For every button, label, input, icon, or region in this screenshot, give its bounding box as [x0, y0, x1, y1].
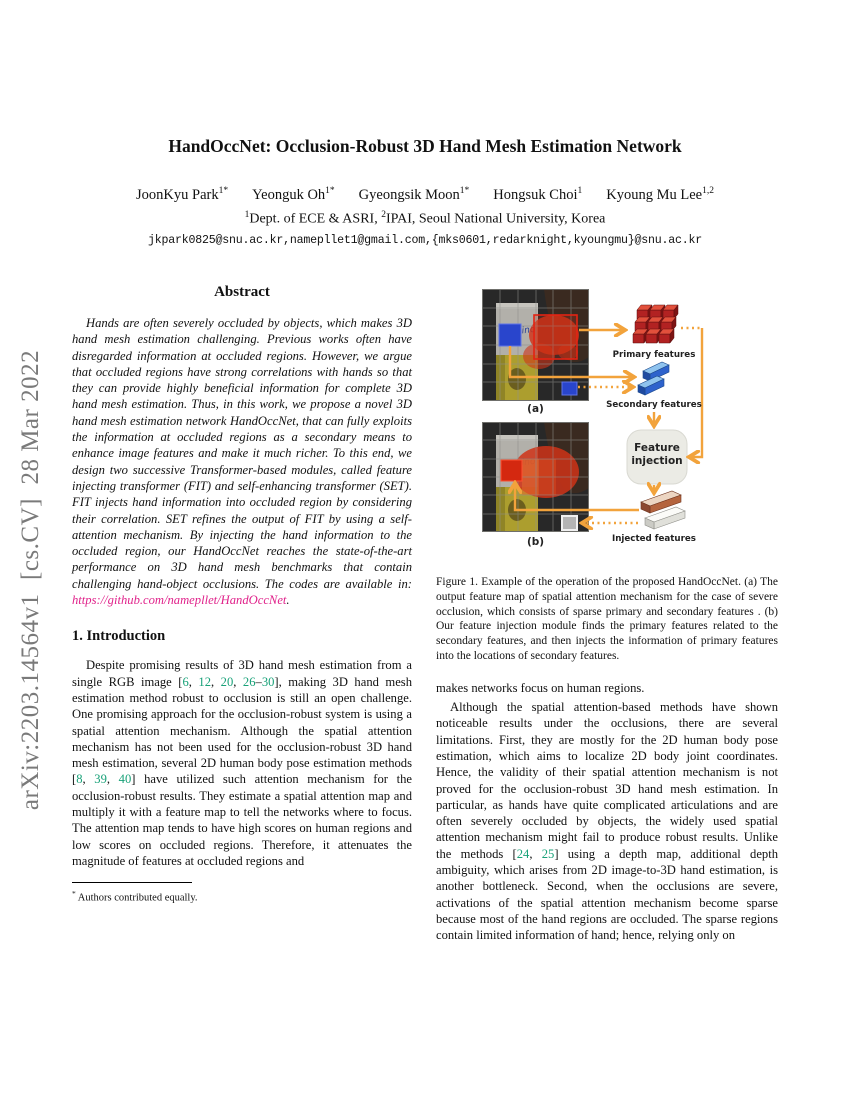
author: Yeonguk $Oh^{1*}$ — [252, 186, 335, 203]
photo-b — [482, 422, 589, 532]
abstract-heading: Abstract — [214, 284, 270, 300]
injected-cell — [501, 460, 522, 481]
citation-link[interactable]: 8 — [76, 772, 83, 787]
primary-features-label: Primary features — [612, 350, 696, 360]
citation-link[interactable]: 26 — [242, 674, 256, 689]
author: JoonKyu Park$^{1*}$ — [136, 186, 229, 203]
footnote — [72, 882, 412, 905]
secondary-cell-1 — [499, 324, 521, 346]
footnote-text: * Authors contributed equally. — [72, 889, 198, 904]
author: Hongsuk Choi$^1$ — [493, 186, 583, 203]
photo-a — [482, 289, 589, 401]
secondary-features-icon — [638, 362, 669, 395]
secondary-cell-2 — [562, 382, 577, 395]
paper-title: HandOccNet: Occlusion-Robust 3D Hand Mesh Estimation Network — [168, 136, 682, 156]
col2-paragraph-1: makes networks focus on human regions. — [436, 680, 645, 695]
citation-link[interactable]: 24 — [516, 846, 530, 861]
primary-features-icon — [633, 305, 678, 343]
author: Gyeongsik Moon$^{1*}$ — [358, 186, 470, 203]
intro-paragraph-1: Despite promising results of 3D hand mesh estimation from a single RGB image [6, 12, 20, 26–30], making 3D hand mesh estimation method robust to occlusion is still an open challenge. One promising approach for the occlusion-robust system is using a spatial attention mechanism. Although the spatial attention mechanism has not been used for the occlusion-robust 3D hand mesh estimation, several 2D human body pose estimation methods [8, 39, 40] have utilized such attention mechanism for the occlusion-robust results. They estimate a spatial attention map and multiply it with a feature map to tell the networks where to focus. The attention map tends to have high scores on human regions and low scores on occluded regions. Therefore, it attenuates the magnitude of features at occluded regions and — [72, 658, 413, 868]
subfigure-a-label: (a) — [527, 403, 544, 415]
figure-1 — [436, 284, 778, 565]
superscript: * — [72, 889, 76, 899]
arrow-elbow — [691, 328, 702, 457]
abstract-text: Hands are often severely occluded by objects, which makes 3D hand mesh estimation challenging. Previous works often have disregarded information at occluded regions. However, we argue that occluded regions have strong correlations with hands so that they can provide highly beneficial information for complete 3D hand mesh estimation. Thus, in this work, we propose a novel 3D hand mesh estimation network HandOccNet, that can fully exploits the information at occluded regions as a secondary means to enhance image features and make it much richer. To this end, we design two successive Transformer-based modules, called feature injecting transformer (FIT) and self-enhancing transformer (SET). FIT injects hand information into occluded region by considering their correlation. SET refines the output of FIT by using a self-attention mechanism. By injecting the hand information to the occluded region, our HandOccNet reaches the state-of-the-art performance on 3D hand mesh benchmarks that contain challenging hand-object occlusions. The codes are available in: https://github.com/namepllet/HandOccNet. — [72, 316, 412, 608]
superscript: 2 — [381, 210, 386, 220]
figure-1-graphic — [436, 284, 778, 565]
secondary-features-label: Secondary features — [606, 400, 702, 410]
right-column — [436, 284, 778, 944]
target-cell — [562, 516, 577, 530]
subfigure-b-label: (b) — [526, 536, 545, 548]
left-column — [72, 284, 412, 905]
figure-caption: Figure 1. Example of the operation of the proposed HandOccNet. (a) The output feature map of spatial attention mechanism for the case of severe occlusion, which consists of sparse primary and secondary features . (b) Our feature injection module finds the primary features related to the secondary features, and then injects the information of primary features into the locations of secondary features. — [436, 576, 778, 662]
author: Kyoung Mu Lee$^{1,2}$ — [606, 186, 714, 203]
citation-link[interactable]: 40 — [118, 772, 132, 787]
primary-region-outline — [534, 315, 577, 359]
intro-heading: 1. Introduction — [72, 628, 166, 645]
citation-link[interactable]: 30 — [261, 674, 275, 689]
affiliation-line: $^1$Dept. of ECE & ASRI, $^2$IPAI, Seoul National University, Korea — [244, 210, 606, 227]
feature-injection-label: Feature injection — [631, 442, 683, 467]
citation-link[interactable]: 39 — [94, 772, 107, 787]
citation-link[interactable]: 25 — [541, 846, 555, 861]
col2-paragraph-2: Although the spatial attention-based methods have shown noticeable results under the occlusions, there are several limitations. First, they are mostly for the 2D human body pose estimation, which aims to localize 2D body joint coordinates. Hence, the validity of their spatial attention mechanism is not proved for the occlusion-robust 3D hand mesh estimation. In particular, as hands have quite complicated articulations and are often severely occluded by objects, the widely used spatial attention mechanism might fail to produce robust results. Unlike the methods [24, 25] using a depth map, additional depth ambiguity, which arises from 2D image-to-3D hand estimation, is another bottleneck. Second, when the occlusions are severe, activations of the spatial attention mechanism become sparse because most of the hand regions are occluded. The sparse regions contain limited information of hand; hence, relying only on — [436, 700, 778, 943]
arxiv-watermark: arXiv:2203.14564v1 [cs.CV] 28 Mar 2022 — [17, 349, 44, 811]
injected-features-icon — [641, 491, 685, 529]
footnote-rule — [72, 882, 192, 883]
injected-features-label: Injected features — [612, 534, 696, 544]
citation-link[interactable]: 20 — [220, 674, 234, 689]
github-link[interactable]: https://github.com/namepllet/HandOccNet — [72, 593, 287, 608]
authors-line — [52, 186, 798, 204]
citation-link[interactable]: 12 — [198, 674, 212, 689]
citation-link[interactable]: 6 — [182, 674, 189, 689]
emails-line: jkpark0825@snu.ac.kr,namepllet1@gmail.com,{mks0601,redarknight,kyoungmu}@snu.ac.kr — [147, 234, 703, 247]
superscript: 1 — [244, 210, 250, 220]
